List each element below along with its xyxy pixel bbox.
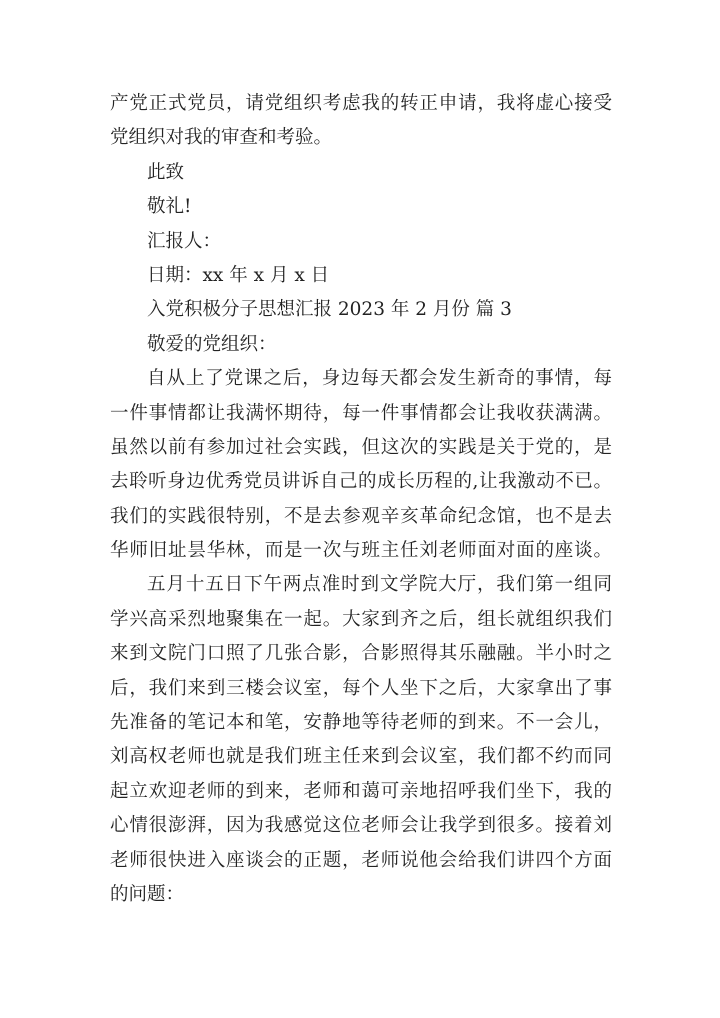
text-line: 一件事情都让我满怀期待，每一件事情都会让我收获满满。 [110, 402, 612, 424]
text-line: 党组织对我的审查和考验。 [110, 127, 333, 149]
document-page [110, 87, 612, 912]
text-line: 起立欢迎老师的到来，老师和蔼可亲地招呼我们坐下，我的 [110, 780, 612, 802]
text-line: 产党正式党员，请党组织考虑我的转正申请，我将虚心接受 [110, 93, 612, 114]
text-line: 我们的实践很特别，不是去参观辛亥革命纪念馆，也不是去 [110, 505, 612, 527]
text-line: 五月十五日下午两点准时到文学院大厅，我们第一组同 [147, 574, 612, 596]
text-line: 心情很澎湃，因为我感觉这位老师会让我学到很多。接着刘 [110, 815, 612, 837]
text-line: 学兴高采烈地聚集在一起。大家到齐之后，组长就组织我们 [110, 608, 612, 630]
text-line: 后，我们来到三楼会议室，每个人坐下之后，大家拿出了事 [110, 677, 612, 699]
text-line: 日期：xx 年 x 月 x 日 [147, 264, 330, 286]
text-line: 敬爱的党组织： [147, 333, 277, 355]
text-line: 自从上了党课之后，身边每天都会发生新奇的事情，每 [147, 368, 612, 390]
text-line: 先准备的笔记本和笔，安静地等待老师的到来。不一会儿， [110, 712, 612, 734]
text-line: 来到文院门口照了几张合影，合影照得其乐融融。半小时之 [110, 643, 612, 665]
text-line: 虽然以前有参加过社会实践，但这次的实践是关于党的，是 [110, 436, 612, 458]
text-line: 入党积极分子思想汇报 2023 年 2 月份 篇 3 [147, 299, 512, 321]
text-line: 华师旧址昙华林，而是一次与班主任刘老师面对面的座谈。 [110, 540, 612, 562]
text-line: 去聆听身边优秀党员讲诉自己的成长历程的,让我激动不已。 [110, 471, 612, 493]
text-line: 此致 [147, 161, 185, 183]
text-line: 的问题： [110, 883, 185, 905]
text-line: 老师很快进入座谈会的正题，老师说他会给我们讲四个方面 [110, 849, 612, 871]
text-line: 汇报人： [147, 230, 222, 252]
text-line: 敬礼! [147, 196, 192, 218]
text-line: 刘高权老师也就是我们班主任来到会议室，我们都不约而同 [110, 746, 612, 768]
